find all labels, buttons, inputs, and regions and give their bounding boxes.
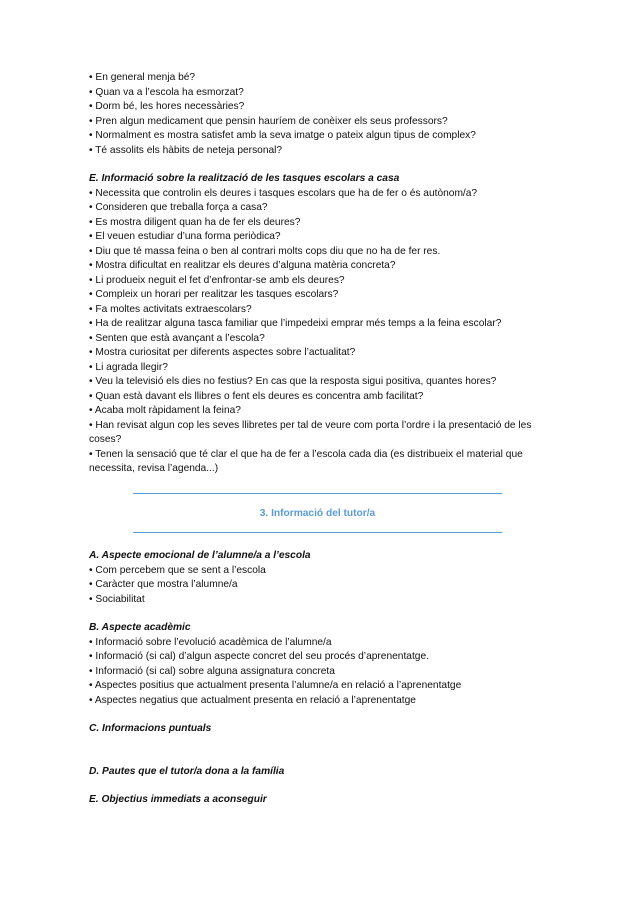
list-item: • Mostra curiositat per diferents aspectes sobre l’actualitat? <box>89 347 356 358</box>
list-item: • Han revisat algun cop les seves llibretes per tal de veure com porta l’ordre i la presentació de les coses? <box>89 419 532 445</box>
list-item: • Pren algun medicament que pensin hauríem de conèixer els seus professors? <box>89 115 448 127</box>
spacer <box>89 708 559 722</box>
list-item: • Li produeix neguit el fet d’enfrontar-se amb els deures? <box>89 274 345 286</box>
questionnaire-upper <box>89 71 559 477</box>
list-item: • Aspectes positius que actualment presenta l’alumne/a en relació a l’aprenentatge <box>89 680 462 691</box>
list-item: • Informació (si cal) sobre alguna assignatura concreta <box>89 665 335 677</box>
list-item: • Compleix un horari per realitzar les tasques escolars? <box>89 289 339 300</box>
list-item: • Es mostra diligent quan ha de fer els deures? <box>89 216 301 228</box>
tutor-c-heading: C. Informacions puntuals <box>89 723 212 734</box>
list-item: • Informació (si cal) d’algun aspecte concret del seu procés d’aprenentatge. <box>89 651 429 662</box>
list-item: • Dorm bé, les hores necessàries? <box>89 101 245 112</box>
list-item: • Mostra dificultat en realitzar els deures d’alguna matèria concreta? <box>89 260 396 271</box>
tutor-a-heading: A. Aspecte emocional de l’alumne/a a l’escola <box>89 550 311 561</box>
list-item: • Li agrada llegir? <box>89 361 168 373</box>
list-item: • Sociabilitat <box>89 593 145 605</box>
list-item: • El veuen estudiar d’una forma periòdica? <box>89 231 281 242</box>
section-e-heading: E. Informació sobre la realització de les tasques escolars a casa <box>89 173 400 184</box>
tutor-information <box>89 549 559 808</box>
tutor-b-heading: B. Aspecte acadèmic <box>89 622 191 633</box>
list-item: • Fa moltes activitats extraescolars? <box>89 303 252 315</box>
list-item: • Com percebem que se sent a l’escola <box>89 564 266 576</box>
spacer <box>89 158 559 172</box>
list-item: • Informació sobre l’evolució acadèmica de l’alumne/a <box>89 636 332 648</box>
tutor-e-heading: E. Objectius immediats a aconseguir <box>89 794 267 805</box>
list-item: • Normalment es mostra satisfet amb la seva imatge o pateix algun tipus de complex? <box>89 130 476 141</box>
spacer <box>89 779 559 793</box>
spacer <box>89 737 559 751</box>
list-item: • En general menja bé? <box>89 72 196 83</box>
section-3-title: 3. Informació del tutor/a <box>259 507 376 519</box>
list-item: • Veu la televisió els dies no festius? En cas que la resposta sigui positiva, quantes hores? <box>89 376 497 387</box>
list-item: • Té assolits els hàbits de neteja personal? <box>89 144 283 156</box>
list-item: • Acaba molt ràpidament la feina? <box>89 405 241 416</box>
list-item: • Ha de realitzar alguna tasca familiar que l’impedeixi emprar més temps a la feina escolar? <box>89 318 502 329</box>
spacer <box>89 751 559 765</box>
spacer <box>89 607 559 621</box>
list-item: • Quan va a l’escola ha esmorzat? <box>89 86 244 98</box>
list-item: • Tenen la sensació que té clar el que ha de fer a l’escola cada dia (es distribueix el material que necessita, revisa l’agenda...) <box>89 448 523 474</box>
list-item: • Diu que té massa feina o ben al contrari molts cops diu que no ha de fer res. <box>89 245 441 257</box>
tutor-d-heading: D. Pautes que el tutor/a dona a la família <box>89 765 285 777</box>
list-item: • Necessita que controlin els deures i tasques escolars que ha de fer o és autònom/a? <box>89 187 478 199</box>
list-item: • Caràcter que mostra l’alumne/a <box>89 579 238 590</box>
list-item: • Senten que està avançant a l’escola? <box>89 332 265 344</box>
list-item: • Quan està davant els llibres o fent els deures es concentra amb facilitat? <box>89 390 424 402</box>
section-3-banner <box>133 493 502 533</box>
list-item: • Aspectes negatius que actualment presenta en relació a l’aprenentatge <box>89 694 416 706</box>
list-item: • Consideren que treballa força a casa? <box>89 202 268 213</box>
